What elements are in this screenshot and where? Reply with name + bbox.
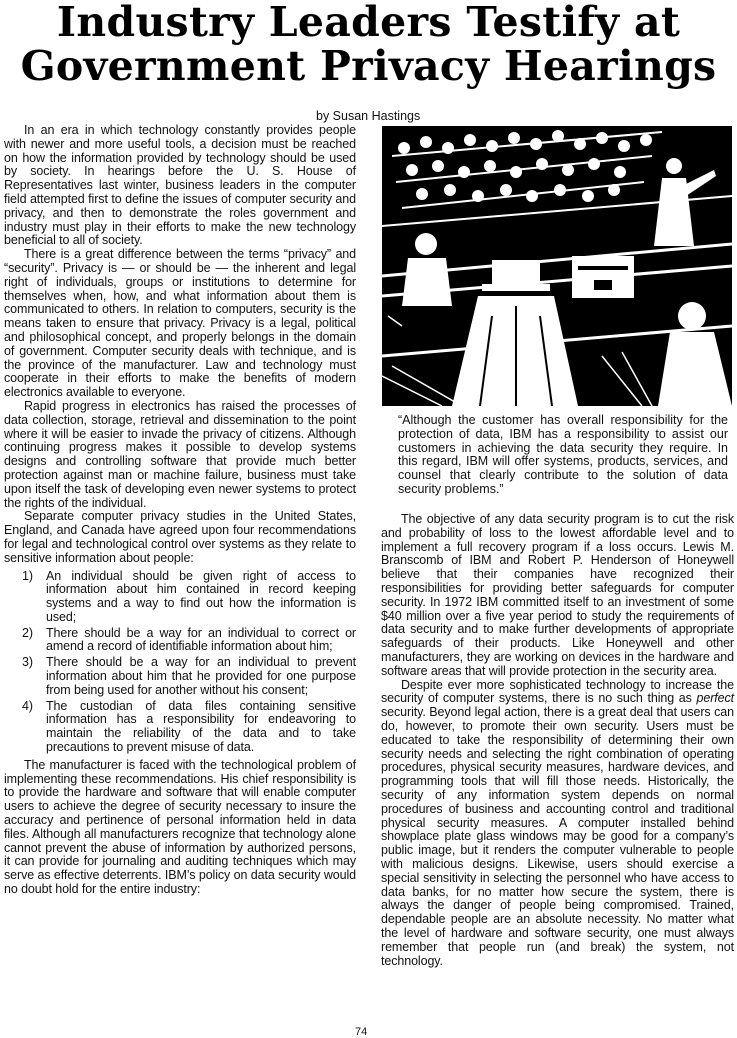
right-column xyxy=(381,513,734,968)
paragraph: In an era in which technology constantly provides people with newer and more useful tools, a decision must be reached on how the information provided by technology should be used by society. In hearings before the U. S. House of Representatives last winter, business leaders in the computer field attempted first to define the issues of computer security and privacy, and then to demonstrate the roles government and industry must play in their efforts to make the new technology beneficial to all of society. xyxy=(4,123,356,248)
woodcut-illustration xyxy=(382,126,732,406)
text-run: Despite ever more sophisticated technology to increase the security of computer systems, there is no such thing as xyxy=(381,677,734,706)
list-number: 1) xyxy=(22,568,33,583)
list-text: The custodian of data files containing sensitive information has a responsibility for endeavoring to maintain the reliability of the data and to take precautions to prevent misuse of data. xyxy=(46,698,356,755)
page-number: 74 xyxy=(355,1026,368,1038)
list-item xyxy=(4,570,356,625)
list-text: An individual should be given right of access to information about him contained in record keeping systems and a way to find out how the information is used; xyxy=(46,568,356,624)
article-title xyxy=(0,0,737,88)
paragraph: Separate computer privacy studies in the United States, England, and Canada have agreed upon four recommendations for legal and technological control over systems as they relate to sensitive information about people: xyxy=(4,509,356,565)
list-number: 4) xyxy=(22,698,33,713)
paragraph: The manufacturer is faced with the technological problem of implementing these recommendations. His chief responsibility is to provide the hardware and software that will enable computer users to achieve the degree of security necessary to insure the accuracy and pertinence of personal information held in data files. Although all manufacturers recognize that technology alone cannot prevent the abuse of information by authorized persons, it can provide for journaling and auditing techniques which may serve as effective deterrents. IBM’s policy on data security would no doubt hold for the entire industry: xyxy=(4,757,356,897)
list-text: There should be a way for an individual to prevent information about him that he provided for one purpose from being used for another without his consent; xyxy=(46,655,356,697)
list-number: 2) xyxy=(22,625,33,640)
hearing-illustration xyxy=(382,126,732,406)
emphasis: perfect xyxy=(696,691,734,706)
paragraph xyxy=(381,679,734,969)
title-line-1: Industry Leaders Testify at xyxy=(56,0,681,46)
text-run: security. Beyond legal action, there is a great deal that users can do, however, to promote their own security. Users must be educated to take the responsibility of determining their own security needs and selecting the right combination of operating procedures, physical security measures, hardware devices, and programming tools that will fill those needs. Historically, the security of any information system depends on normal procedures of business and accounting control and traditional physical security measures. A computer installed behind showplace plate glass windows may be good for a company’s public image, but it renders the computer vulnerable to people with malicious designs. Likewise, users should exercise a special sensitivity in selecting the personnel who have access to data banks, for no matter how secure the system, there is always the danger of people being compromised. Trained, dependable people are an absolute necessity. No matter what the level of hardware and software security, one must always remember that people run (and break) the system, not technology. xyxy=(381,705,734,968)
recommendations-list xyxy=(4,570,356,755)
list-item xyxy=(4,656,356,697)
byline: by Susan Hastings xyxy=(316,109,421,123)
list-text: There should be a way for an individual to correct or amend a record of identifiable information about him; xyxy=(46,625,356,654)
paragraph: Rapid progress in electronics has raised the processes of data collection, storage, retrieval and dissemination to the point where it will be easier to invade the privacy of citizens. Although continuing progress makes it possible to develop systems designs and controlling software that provide much better protection against man or machine failure, business must take upon itself the task of developing even newer systems to protect the rights of the individual. xyxy=(4,398,356,510)
list-item xyxy=(4,700,356,755)
ibm-quote: “Although the customer has overall responsibility for the protection of data, IBM has a responsibility to assist our customers in achieving the data security they require. In this regard, IBM will offer systems, products, services, and counsel that clearly contribute to the solution of data security problems.” xyxy=(398,413,728,496)
title-line-2: Government Privacy Hearings xyxy=(20,42,717,90)
list-item xyxy=(4,627,356,655)
list-number: 3) xyxy=(22,655,33,670)
paragraph: The objective of any data security program is to cut the risk and probability of loss to the lowest affordable level and to implement a full recovery program if a loss occurs. Lewis M. Branscomb of IBM and Robert P. Henderson of Honeywell believe that their companies have recognized their responsibilities for providing better safeguards for computer security. In 1972 IBM committed itself to an investment of some $40 million over a five year period to study the requirements of data security and to make further developments of appropriate safeguards of their products. Like Honeywell and other manufacturers, they are working on devices in the hardware and software areas that will provide protection in the security area. xyxy=(381,512,734,678)
left-column xyxy=(4,124,356,897)
paragraph: There is a great difference between the terms “privacy” and “security”. Privacy is — or should be — the inherent and legal right of individuals, groups or institutions to determine for themselves when, how, and what information about them is communicated to others. In relation to computers, security is the means taken to ensure that privacy. Privacy is a legal, political and philosophical concept, and properly belongs in the domain of government. Computer security deals with technique, and is the province of the manufacturer. Law and technology must cooperate in their efforts to make the benefits of modern electronics available to everyone. xyxy=(4,247,356,400)
